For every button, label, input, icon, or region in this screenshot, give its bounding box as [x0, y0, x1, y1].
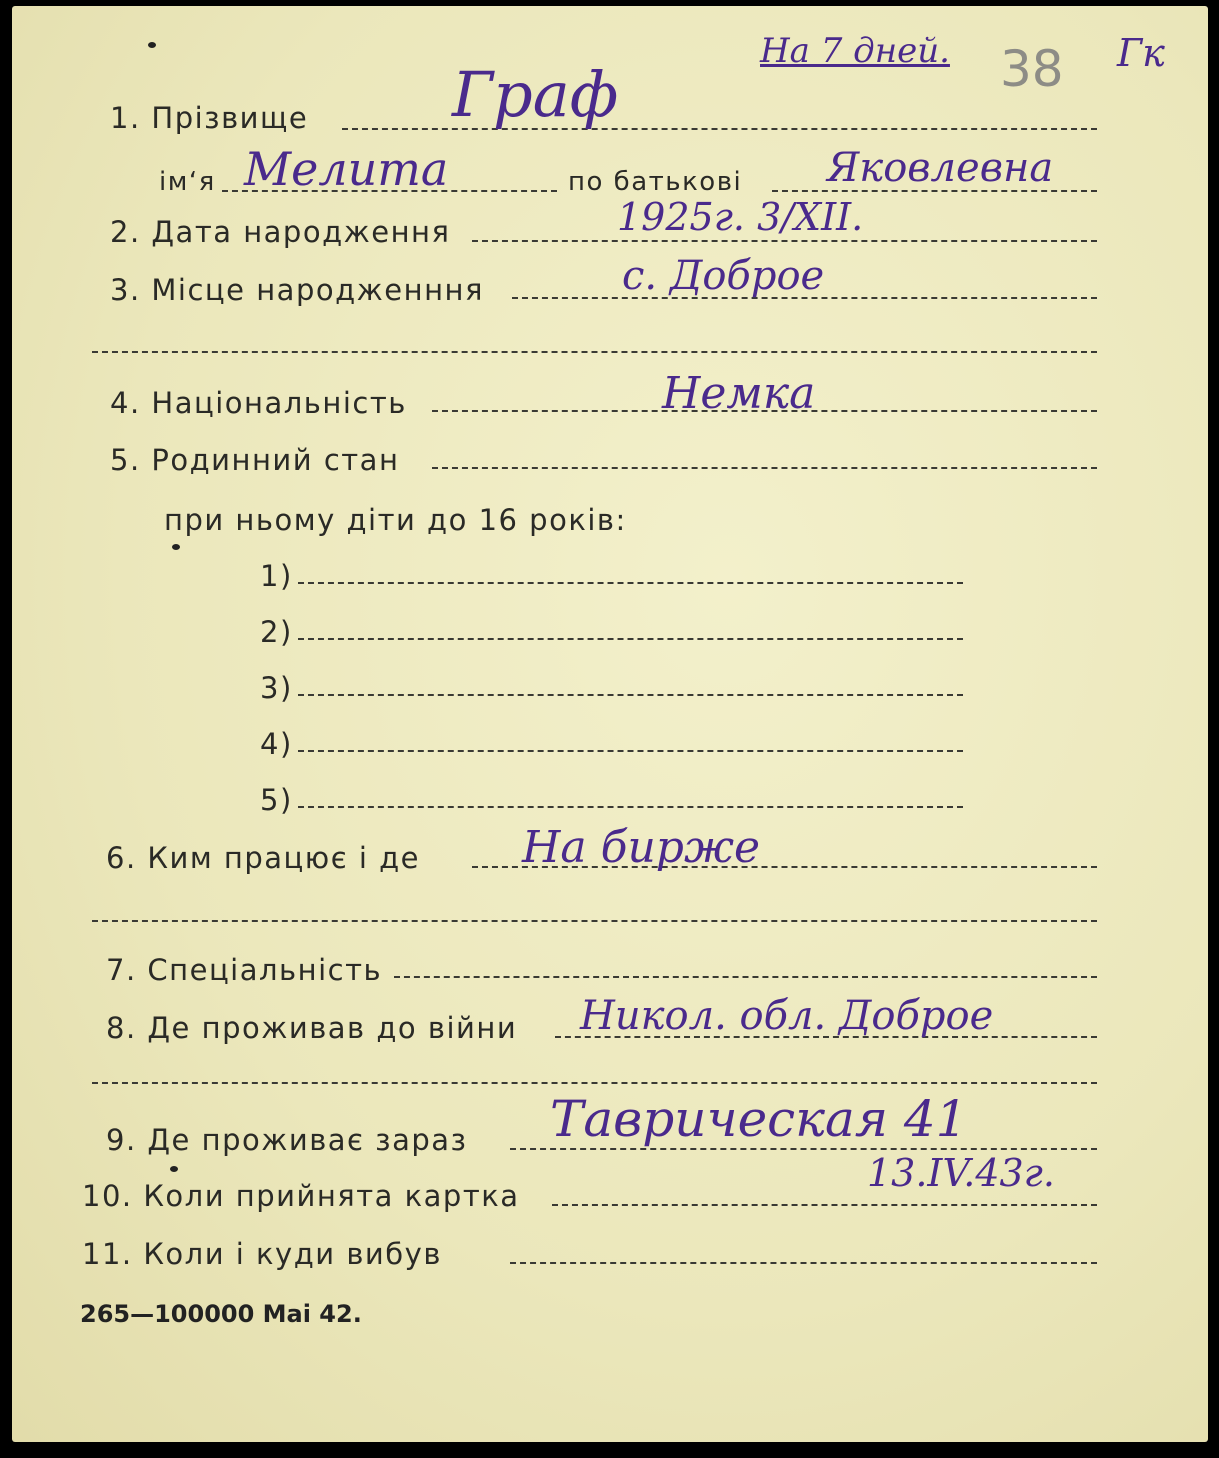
birthdate-value: 1925г. 3/XII.	[617, 195, 864, 239]
marital-status-label: 5. Родинний стан	[110, 443, 400, 477]
current-residence-value: Таврическая 41	[550, 1090, 968, 1148]
child-1-line	[298, 582, 963, 584]
work-label: 6. Ким працює і де	[106, 841, 421, 875]
birthdate-label: 2. Дата народження	[110, 215, 451, 249]
child-2-line	[298, 638, 963, 640]
marital-status-line	[432, 467, 1097, 469]
archive-number: 38	[1000, 40, 1064, 98]
children-label: при ньому діти до 16 років:	[164, 503, 627, 537]
child-5-label: 5)	[260, 783, 293, 817]
departure-line	[510, 1262, 1097, 1264]
work-line-2	[92, 920, 1097, 922]
top-annotation: На 7 дней.	[760, 31, 950, 71]
specialty-label: 7. Спеціальність	[106, 953, 383, 987]
ink-dot	[170, 1166, 178, 1172]
nationality-label: 4. Національність	[110, 386, 407, 420]
prewar-residence-value: Никол. обл. Доброе	[580, 993, 994, 1039]
card-accepted-line	[552, 1204, 1097, 1206]
birthplace-label: 3. Місце народженння	[110, 273, 484, 307]
child-4-label: 4)	[260, 727, 293, 761]
child-3-line	[298, 694, 963, 696]
card-accepted-value: 13.IV.43г.	[867, 1151, 1055, 1195]
name-value: Мелита	[244, 142, 449, 196]
child-1-label: 1)	[260, 559, 293, 593]
patronymic-value: Яковлевна	[827, 145, 1054, 191]
registration-card	[12, 6, 1208, 1442]
child-3-label: 3)	[260, 671, 293, 705]
surname-label: 1. Прізвище	[110, 101, 309, 135]
surname-value: Граф	[452, 58, 619, 131]
print-code: 265—100000 Mai 42.	[80, 1300, 362, 1328]
card-accepted-label: 10. Коли прийнята картка	[82, 1179, 520, 1213]
current-residence-label: 9. Де проживає зараз	[106, 1123, 468, 1157]
work-value: На бирже	[522, 822, 761, 873]
ink-dot	[172, 544, 180, 550]
ink-dot	[148, 42, 156, 48]
child-2-label: 2)	[260, 615, 293, 649]
departure-label: 11. Коли і куди вибув	[82, 1237, 442, 1271]
birthdate-line	[472, 240, 1097, 242]
specialty-line	[394, 976, 1097, 978]
patronymic-label: по батькові	[568, 167, 743, 197]
birthplace-line-2	[92, 351, 1097, 353]
birthplace-value: с. Доброе	[622, 253, 825, 299]
prewar-residence-line-2	[92, 1082, 1097, 1084]
nationality-value: Немка	[662, 368, 816, 419]
child-4-line	[298, 750, 963, 752]
name-label: ім‘я	[159, 167, 216, 197]
prewar-residence-label: 8. Де проживав до війни	[106, 1011, 518, 1045]
initials-annotation: Гк	[1117, 31, 1165, 75]
current-residence-line	[510, 1148, 1097, 1150]
child-5-line	[298, 806, 963, 808]
